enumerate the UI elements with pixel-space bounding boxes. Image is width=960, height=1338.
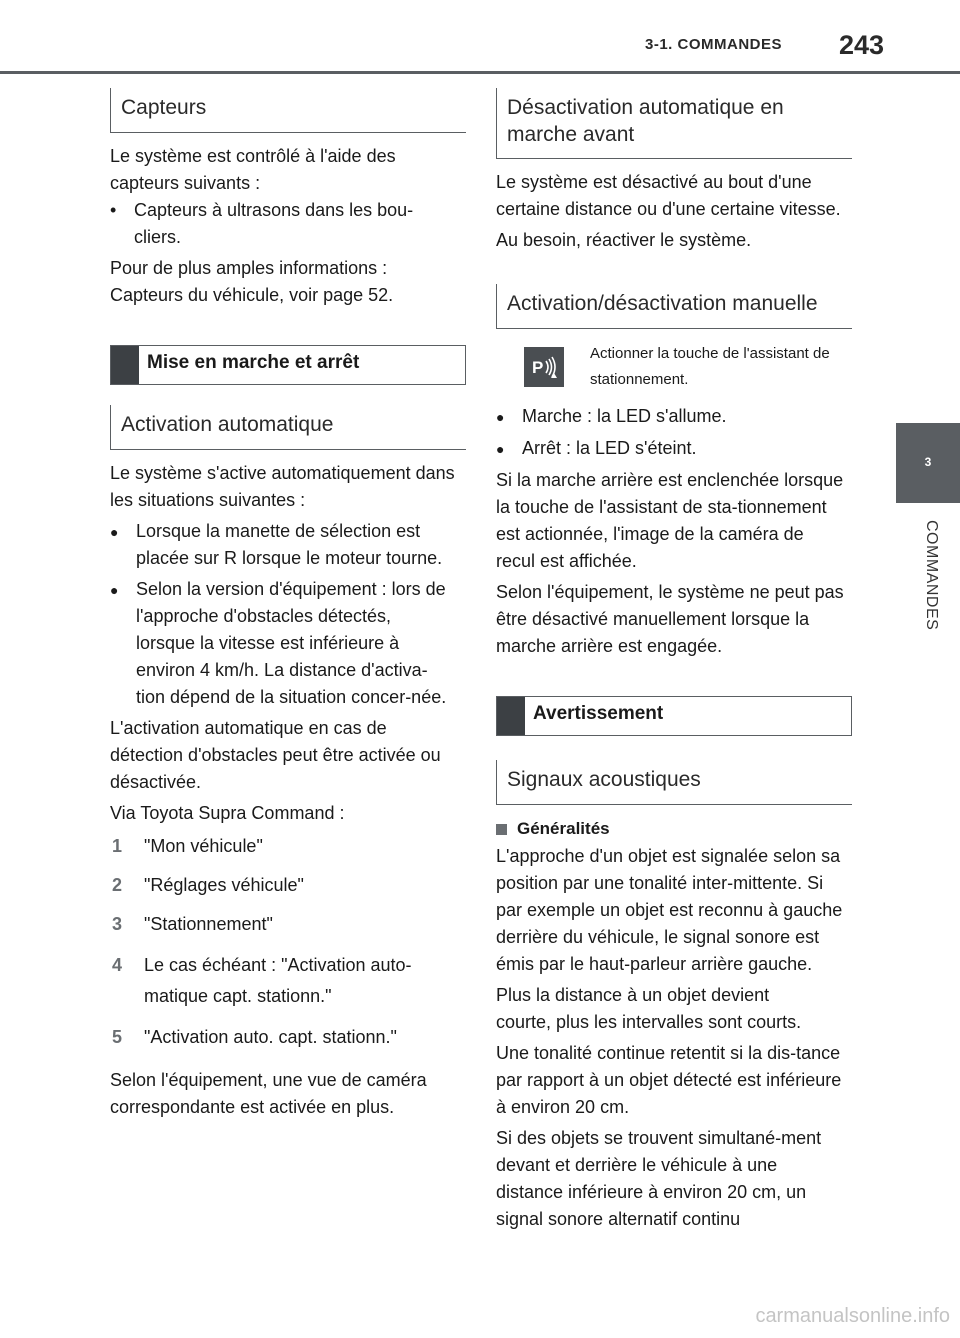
step-text: "Mon véhicule" <box>144 836 263 856</box>
right-column <box>496 88 852 1233</box>
step-text: Le cas échéant : "Activation auto-matique capt. stationn." <box>144 955 412 1006</box>
list-item <box>110 576 466 711</box>
list-item <box>110 197 466 251</box>
heading-mise-en-marche <box>110 345 466 385</box>
bullet-dot: ● <box>496 441 505 457</box>
generalites-text-4: Si des objets se trouvent simultané-ment devant et derrière le véhicule à une distance inférieure à environ 20 cm, un signal sonore alternatif continu <box>496 1128 822 1229</box>
step-number: 5 <box>112 1027 123 1047</box>
heading-activation-auto: Activation automatique <box>110 405 466 450</box>
activation-intro: Le système s'active automatiquement dans les situations suivantes : <box>110 463 455 510</box>
activation-obstacles: L'activation automatique en cas de détection d'obstacles peut être activée ou désactivée. <box>110 718 441 792</box>
svg-text:P: P <box>532 358 544 377</box>
heading-bar-text: Mise en marche et arrêt <box>147 352 360 373</box>
list-item <box>110 518 466 572</box>
page-number: 243 <box>838 30 884 60</box>
list-item-text: Capteurs à ultrasons dans les bou-cliers. <box>134 200 414 247</box>
list-item-text: Arrêt : la LED s'éteint. <box>522 438 697 458</box>
heading-bar-text: Avertissement <box>533 703 664 724</box>
generalites-text-3: Une tonalité continue retentit si la dis-tance par rapport à un objet détecté est inférieure à environ 20 cm. <box>496 1043 842 1117</box>
step-item <box>110 1024 466 1051</box>
list-item-text: Marche : la LED s'allume. <box>522 406 727 426</box>
desact-text: Le système est désactivé au bout d'une certaine distance ou d'une certaine vitesse. <box>496 172 841 219</box>
heading-capteurs: Capteurs <box>110 88 466 133</box>
subheading-text: Généralités <box>517 819 610 838</box>
step-item <box>110 911 466 938</box>
capteurs-intro: Le système est contrôlé à l'aide des capteurs suivants : <box>110 146 396 193</box>
left-column <box>110 88 466 1121</box>
heading-signaux: Signaux acoustiques <box>496 760 852 805</box>
selon-equip-text: Selon l'équipement, le système ne peut pas être désactivé manuellement lorsque la marche arrière est engagée. <box>496 582 844 656</box>
bullet-dot: ● <box>496 409 505 425</box>
via-command: Via Toyota Supra Command : <box>110 803 345 823</box>
list-item-text: Selon la version d'équipement : lors de l'approche d'obstacles détectés, lorsque la vitesse est inférieure à environ 4 km/h. La distance d'activa-tion dépend de la situation concer-née. <box>136 579 447 707</box>
reactiver-text: Au besoin, réactiver le système. <box>496 230 752 250</box>
step-item <box>110 833 466 860</box>
chapter-label: COMMANDES <box>923 520 940 631</box>
step-number: 1 <box>112 836 123 856</box>
heading-avertissement <box>496 696 852 736</box>
subheading-generalites <box>496 819 852 839</box>
step-text: "Activation auto. capt. stationn." <box>144 1027 397 1047</box>
step-number: 4 <box>112 955 123 975</box>
heading-bar-block <box>497 697 525 735</box>
capteurs-more: Pour de plus amples informations : Capteurs du véhicule, voir page 52. <box>110 258 394 305</box>
bullet-dash: • <box>110 200 117 220</box>
bullet-dot: ● <box>110 524 119 540</box>
watermark: carmanualsonline.info <box>755 1305 950 1327</box>
list-item <box>496 435 852 463</box>
header-section-title: 3-1. COMMANDES <box>644 36 782 53</box>
list-item <box>496 403 852 431</box>
square-bullet <box>496 824 507 835</box>
step-text: "Stationnement" <box>144 914 273 934</box>
header-rule <box>0 71 960 74</box>
chapter-number: 3 <box>924 455 932 469</box>
step-item <box>110 950 466 1012</box>
generalites-text-2: Plus la distance à un objet devient courte, plus les intervalles sont courts. <box>496 985 802 1032</box>
step-item <box>110 872 466 899</box>
icon-instruction <box>496 341 852 393</box>
bullet-dot: ● <box>110 582 119 598</box>
chapter-tab[interactable] <box>896 423 960 503</box>
camera-note: Selon l'équipement, une vue de caméra correspondante est activée en plus. <box>110 1070 427 1117</box>
heading-activation-manuelle: Activation/désactivation manuelle <box>496 284 852 329</box>
parking-sensor-icon[interactable] <box>524 347 564 387</box>
generalites-text-1: L'approche d'un objet est signalée selon sa position par une tonalité inter-mittente. Si par exemple un objet est reconnu à gauche derrière du véhicule, le signal sonore est émis par le haut-parleur arrière gauche. <box>496 846 843 974</box>
heading-desactivation-auto: Désactivation automatique en marche avant <box>496 88 852 159</box>
heading-bar-block <box>111 346 139 384</box>
step-text: "Réglages véhicule" <box>144 875 304 895</box>
icon-instruction-text: Actionner la touche de l'assistant de stationnement. <box>590 345 830 388</box>
list-item-text: Lorsque la manette de sélection est placée sur R lorsque le moteur tourne. <box>136 521 443 568</box>
marche-arriere-text: Si la marche arrière est enclenchée lorsque la touche de l'assistant de sta-tionnement est actionnée, l'image de la caméra de recul est affichée. <box>496 470 844 571</box>
step-number: 3 <box>112 914 123 934</box>
step-number: 2 <box>112 875 123 895</box>
